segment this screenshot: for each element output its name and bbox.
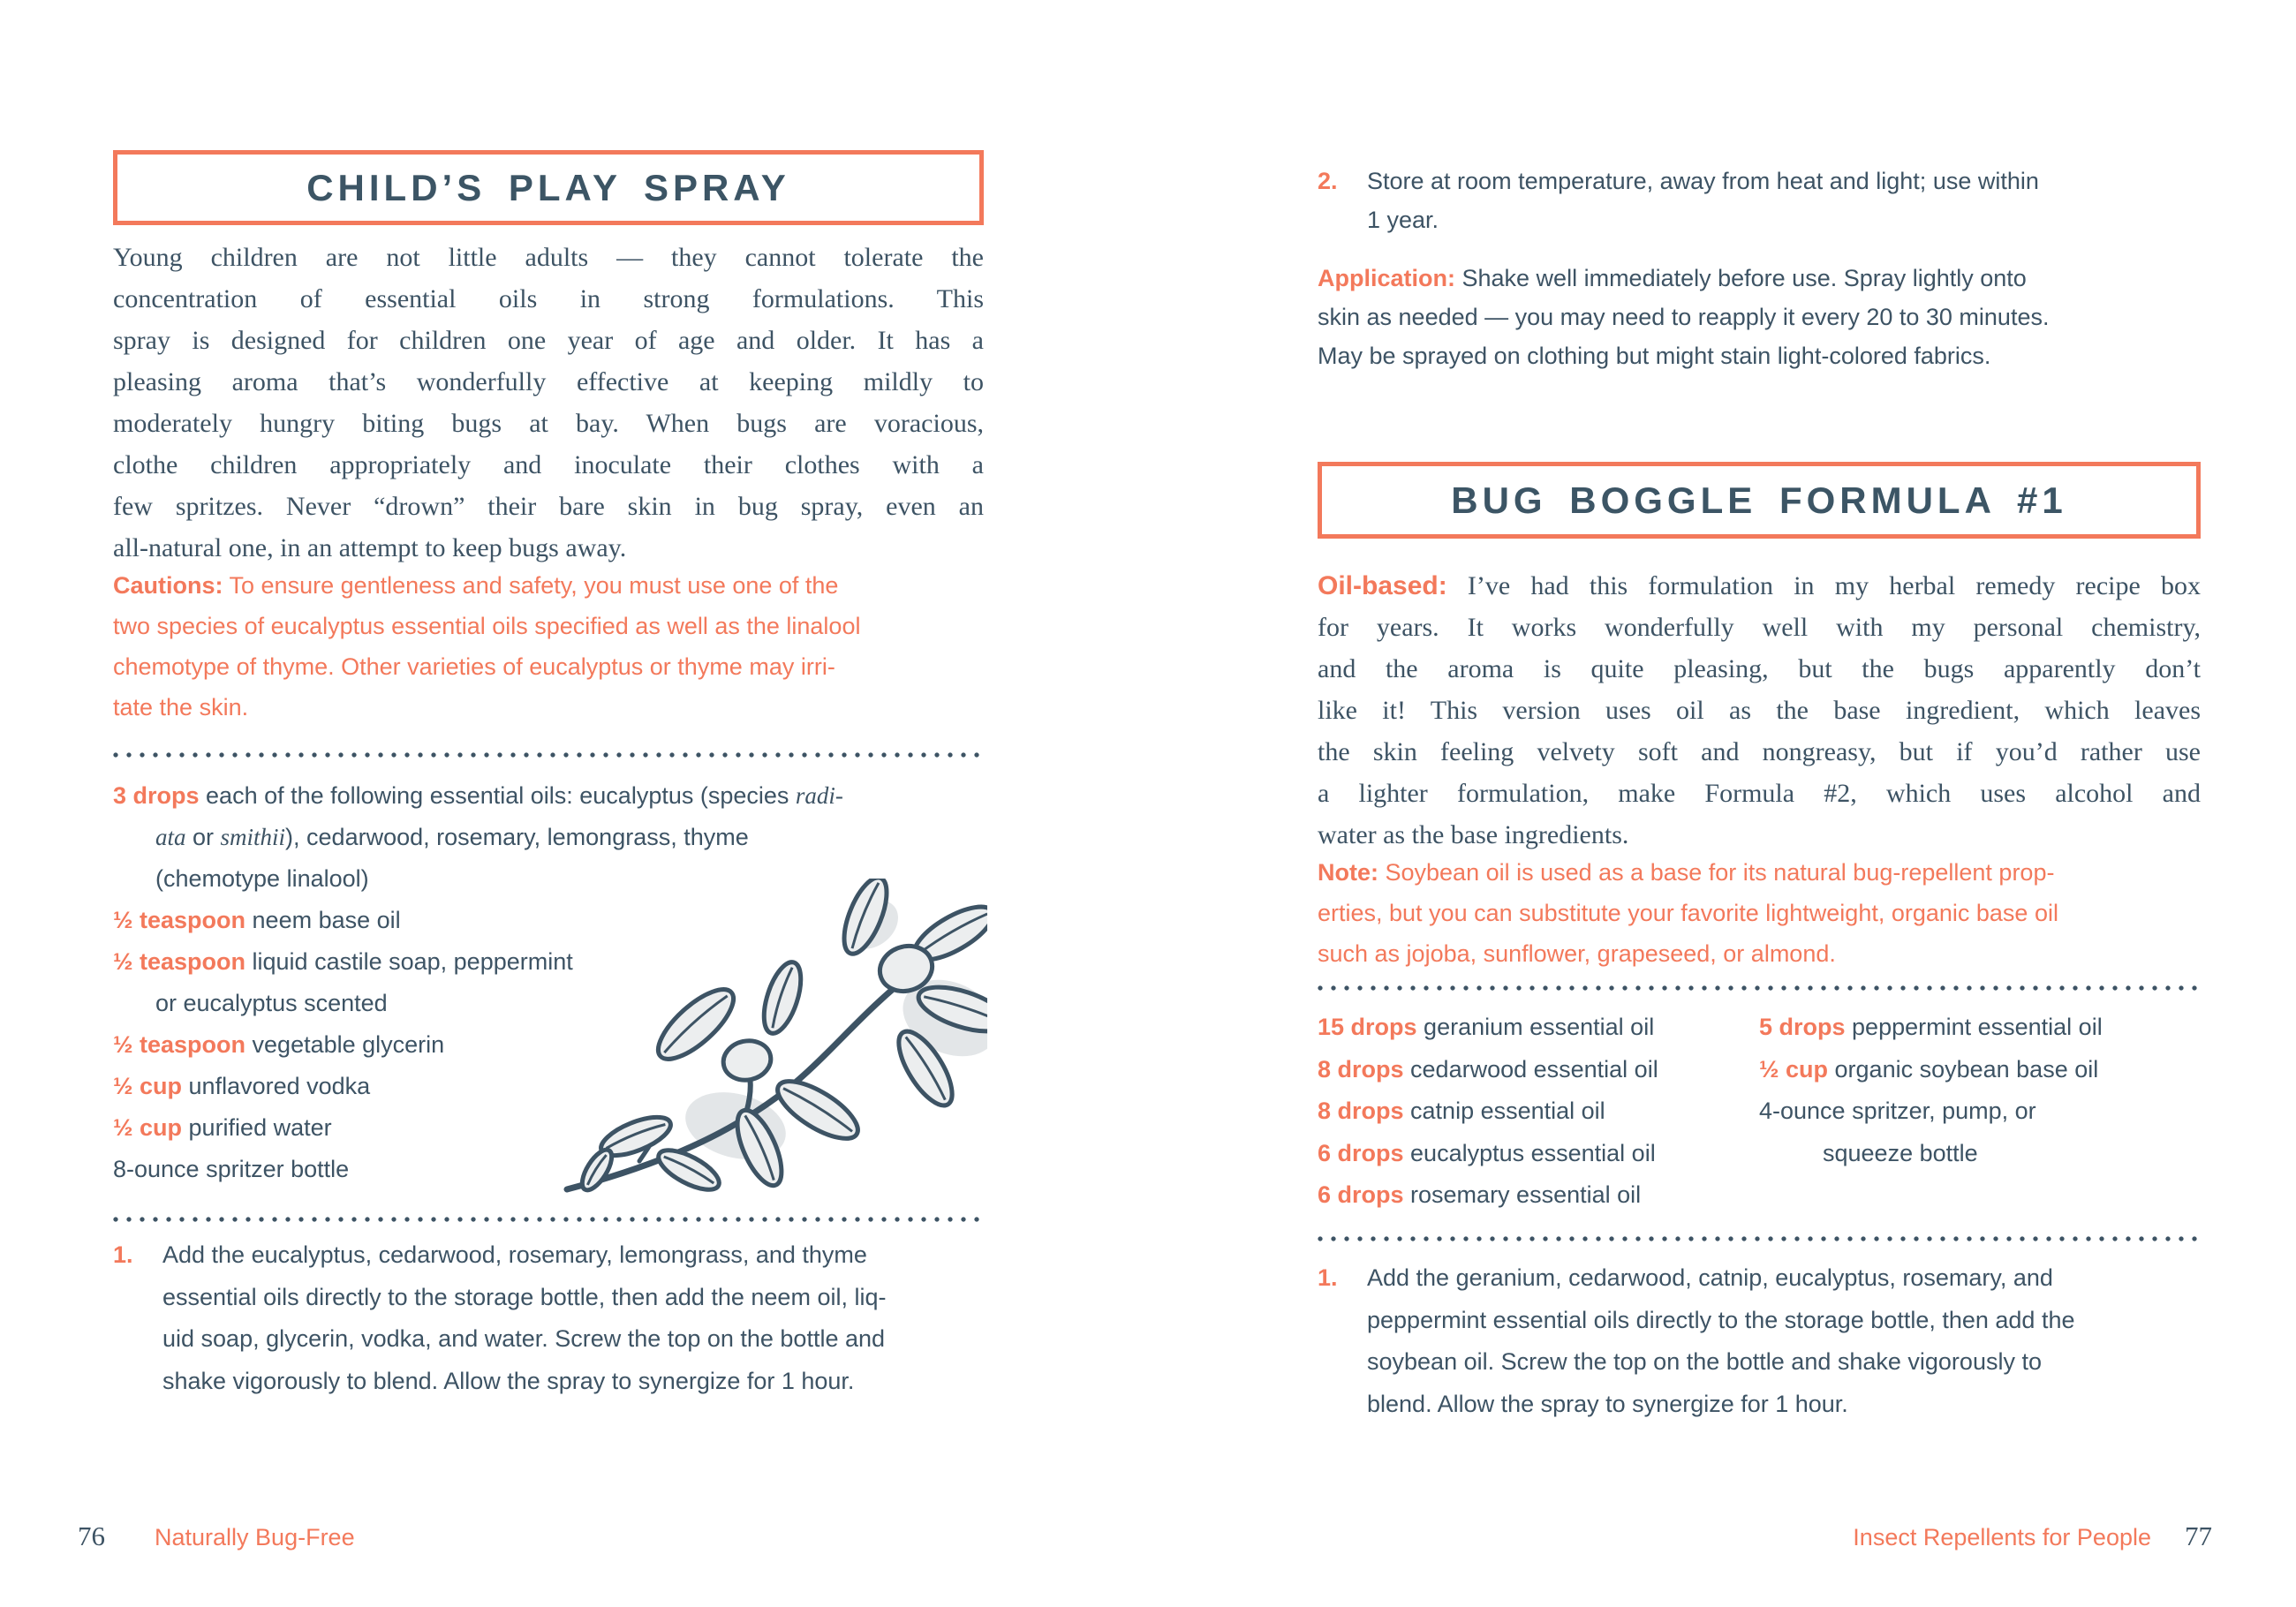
text-run: organic soybean base oil bbox=[1828, 1055, 2099, 1083]
text-run: soybean oil. Screw the top on the bottle and shake vigorously to bbox=[1367, 1348, 2042, 1375]
text-run: essential oils directly to the storage bottle, then add the neem oil, liq- bbox=[162, 1283, 887, 1310]
emphasis-text: Application: bbox=[1318, 265, 1455, 291]
emphasis-text: ½ cup bbox=[1759, 1055, 1829, 1083]
text-run: tate the skin. bbox=[113, 694, 249, 721]
text-line bbox=[1318, 298, 2209, 336]
text-run: eucalyptus essential oil bbox=[1403, 1139, 1656, 1166]
dotted-divider bbox=[113, 752, 984, 758]
emphasis-text: Note: bbox=[1318, 859, 1378, 886]
ingredient-column-2 bbox=[1759, 1007, 2201, 1174]
recipe-title: BUG BOGGLE FORMULA #1 bbox=[1451, 479, 2067, 521]
text-run: cedarwood essential oil bbox=[1403, 1055, 1658, 1083]
text-line bbox=[1759, 1133, 2201, 1175]
text-line bbox=[1367, 1384, 2074, 1426]
text-run: water as the base ingredients. bbox=[1318, 820, 1629, 849]
step-text bbox=[162, 1234, 886, 1402]
emphasis-text: ½ teaspoon bbox=[113, 907, 246, 933]
text-line bbox=[162, 1361, 886, 1403]
text-run: (chemotype linalool) bbox=[155, 865, 369, 892]
page-footer-left bbox=[78, 1520, 355, 1552]
text-line bbox=[1318, 607, 2201, 648]
text-run: Add the eucalyptus, cedarwood, rosemary, lemongrass, and thyme bbox=[162, 1241, 867, 1268]
text-line bbox=[1318, 1133, 1741, 1175]
text-line bbox=[1318, 814, 2201, 856]
text-run: such as jojoba, sunflower, grapeseed, or almond. bbox=[1318, 940, 1836, 967]
text-run: for years. It works wonderfully well with my personal chemistry, bbox=[1318, 613, 2201, 642]
text-line bbox=[113, 320, 984, 361]
text-run: erties, but you can substitute your favorite lightweight, organic base oil bbox=[1318, 900, 2058, 926]
text-line bbox=[1318, 731, 2201, 773]
text-line bbox=[113, 687, 1005, 728]
text-line bbox=[1318, 1174, 1741, 1217]
text-line bbox=[1318, 852, 2209, 893]
text-run: 4-ounce spritzer, pump, or bbox=[1759, 1098, 2036, 1124]
text-run: and the aroma is quite pleasing, but the bugs apparently don’t bbox=[1318, 654, 2201, 683]
page-right bbox=[1318, 0, 2212, 1607]
text-run: blend. Allow the spray to synergize for 1 hour. bbox=[1367, 1390, 1848, 1417]
text-run: purified water bbox=[182, 1114, 332, 1141]
text-line bbox=[1318, 336, 2209, 375]
text-run: vegetable glycerin bbox=[245, 1031, 445, 1058]
text-run: 1 year. bbox=[1367, 207, 1439, 233]
instruction-step bbox=[1318, 1257, 2074, 1425]
emphasis-text: Oil-based: bbox=[1318, 571, 1447, 600]
text-line bbox=[113, 775, 984, 817]
emphasis-text: ½ cup bbox=[113, 1073, 183, 1099]
text-run: Store at room temperature, away from heat and light; use within bbox=[1367, 168, 2039, 194]
text-run: chemotype of thyme. Other varieties of eucalyptus or thyme may irri- bbox=[113, 653, 835, 680]
text-run: May be sprayed on clothing but might stain light-colored fabrics. bbox=[1318, 343, 1991, 369]
text-line bbox=[1318, 1049, 1741, 1091]
text-run: geranium essential oil bbox=[1416, 1014, 1655, 1040]
text-run: like it! This version uses oil as the base ingredient, which leaves bbox=[1318, 696, 2201, 725]
instruction-step bbox=[113, 1234, 886, 1402]
text-line bbox=[1318, 1007, 1741, 1049]
text-line bbox=[1318, 259, 2209, 298]
text-run: spray is designed for children one year of age and older. It has a bbox=[113, 326, 984, 355]
text-run: peppermint essential oil bbox=[1845, 1014, 2103, 1040]
text-line bbox=[1759, 1090, 2201, 1133]
recipe-title-box bbox=[1318, 462, 2201, 539]
ingredient-column-1 bbox=[1318, 1007, 1741, 1217]
emphasis-text: 5 drops bbox=[1759, 1014, 1846, 1040]
text-line bbox=[162, 1234, 886, 1277]
dotted-divider bbox=[113, 1217, 984, 1222]
emphasis-text: ½ cup bbox=[113, 1114, 183, 1141]
text-run: liquid castile soap, peppermint bbox=[245, 948, 573, 975]
text-run: concentration of essential oils in strong formulations. This bbox=[113, 284, 984, 313]
text-line bbox=[1318, 893, 2209, 933]
text-line bbox=[1367, 200, 2039, 239]
page-number: 76 bbox=[78, 1520, 105, 1551]
text-line bbox=[113, 361, 984, 403]
text-line bbox=[1759, 1007, 2201, 1049]
text-run: rosemary essential oil bbox=[1403, 1181, 1642, 1208]
text-line bbox=[1367, 1257, 2074, 1300]
text-run: Shake well immediately before use. Spray lightly onto bbox=[1455, 265, 2027, 291]
recipe-title-box bbox=[113, 150, 984, 225]
dotted-divider bbox=[1318, 1236, 2201, 1241]
text-line bbox=[113, 278, 984, 320]
step-text bbox=[1367, 1257, 2074, 1425]
emphasis-text: ½ teaspoon bbox=[113, 1031, 246, 1058]
text-run: or bbox=[185, 824, 221, 850]
step-number: 1. bbox=[113, 1241, 133, 1268]
text-line bbox=[162, 1318, 886, 1361]
text-line bbox=[1367, 1341, 2074, 1384]
text-run: pleasing aroma that’s wonderfully effective at keeping mildly to bbox=[113, 367, 984, 396]
dotted-divider bbox=[1318, 985, 2201, 991]
text-run: unflavored vodka bbox=[182, 1073, 371, 1099]
text-run: Young children are not little adults — they cannot tolerate the bbox=[113, 243, 984, 272]
text-line bbox=[113, 237, 984, 278]
text-run: or eucalyptus scented bbox=[155, 990, 388, 1016]
italic-text: smithii bbox=[220, 824, 286, 850]
text-run: all-natural one, in an attempt to keep bugs away. bbox=[113, 533, 627, 562]
text-run: Add the geranium, cedarwood, catnip, eucalyptus, rosemary, and bbox=[1367, 1264, 2053, 1291]
text-line bbox=[1318, 690, 2201, 731]
text-line bbox=[1759, 1049, 2201, 1091]
thyme-bud bbox=[720, 1037, 774, 1084]
emphasis-text: ½ teaspoon bbox=[113, 948, 246, 975]
step-text bbox=[1367, 162, 2039, 239]
text-run: peppermint essential oils directly to the storage bottle, then add the bbox=[1367, 1306, 2075, 1333]
intro-paragraph bbox=[113, 237, 984, 569]
text-line bbox=[1318, 933, 2209, 974]
text-line bbox=[162, 1277, 886, 1319]
emphasis-text: 8 drops bbox=[1318, 1098, 1404, 1124]
text-line bbox=[1318, 773, 2201, 814]
text-run: To ensure gentleness and safety, you must use one of the bbox=[223, 572, 839, 599]
text-line bbox=[1318, 565, 2201, 607]
emphasis-text: 15 drops bbox=[1318, 1014, 1417, 1040]
text-run: squeeze bottle bbox=[1823, 1139, 1978, 1166]
thyme-sprig-illustration bbox=[555, 879, 987, 1205]
text-line bbox=[113, 606, 1005, 646]
text-line bbox=[113, 527, 984, 569]
oil-based-paragraph bbox=[1318, 565, 2201, 856]
text-line bbox=[1318, 1090, 1741, 1133]
italic-text: ata bbox=[155, 824, 186, 850]
emphasis-text: 6 drops bbox=[1318, 1139, 1404, 1166]
text-run: I’ve had this formulation in my herbal remedy recipe box bbox=[1446, 571, 2201, 600]
running-chapter-title: Insect Repellents for People bbox=[1853, 1524, 2151, 1550]
text-run: few spritzes. Never “drown” their bare skin in bug spray, even an bbox=[113, 492, 984, 521]
text-run: 8-ounce spritzer bottle bbox=[113, 1156, 350, 1182]
application-paragraph bbox=[1318, 259, 2209, 375]
step-number: 1. bbox=[1318, 1264, 1338, 1291]
ingredient-list bbox=[1318, 1007, 2201, 1227]
text-run: skin as needed — you may need to reapply it every 20 to 30 minutes. bbox=[1318, 304, 2050, 330]
text-line bbox=[113, 565, 1005, 606]
emphasis-text: Cautions: bbox=[113, 572, 223, 599]
text-line bbox=[113, 486, 984, 527]
text-run: clothe children appropriately and inoculate their clothes with a bbox=[113, 450, 984, 479]
text-line bbox=[113, 403, 984, 444]
running-book-title: Naturally Bug-Free bbox=[155, 1524, 355, 1550]
text-line bbox=[1367, 1300, 2074, 1342]
text-line bbox=[113, 817, 984, 858]
text-line bbox=[1367, 162, 2039, 200]
text-run: ), cedarwood, rosemary, lemongrass, thyme bbox=[285, 824, 749, 850]
italic-text: radi- bbox=[795, 782, 843, 809]
text-run: Soybean oil is used as a base for its natural bug-repellent prop- bbox=[1378, 859, 2055, 886]
text-line bbox=[113, 646, 1005, 687]
text-run: moderately hungry biting bugs at bay. When bugs are voracious, bbox=[113, 409, 984, 438]
emphasis-text: 8 drops bbox=[1318, 1055, 1404, 1083]
text-run: two species of eucalyptus essential oils specified as well as the linalool bbox=[113, 613, 861, 639]
recipe-title: CHILD’S PLAY SPRAY bbox=[306, 166, 790, 208]
text-run: catnip essential oil bbox=[1403, 1098, 1605, 1124]
text-run: a lighter formulation, make Formula #2, which uses alcohol and bbox=[1318, 779, 2201, 808]
note-paragraph bbox=[1318, 852, 2209, 974]
page-footer-right bbox=[1853, 1520, 2212, 1552]
step-number: 2. bbox=[1318, 168, 1338, 194]
page-left bbox=[78, 0, 984, 1607]
text-line bbox=[113, 444, 984, 486]
instruction-step bbox=[1318, 162, 2039, 239]
text-run: each of the following essential oils: eucalyptus (species bbox=[199, 782, 796, 809]
text-run: neem base oil bbox=[245, 907, 401, 933]
page-number: 77 bbox=[2185, 1520, 2212, 1551]
emphasis-text: 6 drops bbox=[1318, 1181, 1404, 1208]
cautions-paragraph bbox=[113, 565, 1005, 728]
emphasis-text: 3 drops bbox=[113, 782, 200, 809]
text-run: the skin feeling velvety soft and nongreasy, but if you’d rather use bbox=[1318, 737, 2201, 766]
text-line bbox=[1318, 648, 2201, 690]
text-run: shake vigorously to blend. Allow the spray to synergize for 1 hour. bbox=[162, 1367, 855, 1394]
text-run: uid soap, glycerin, vodka, and water. Screw the top on the bottle and bbox=[162, 1325, 886, 1352]
